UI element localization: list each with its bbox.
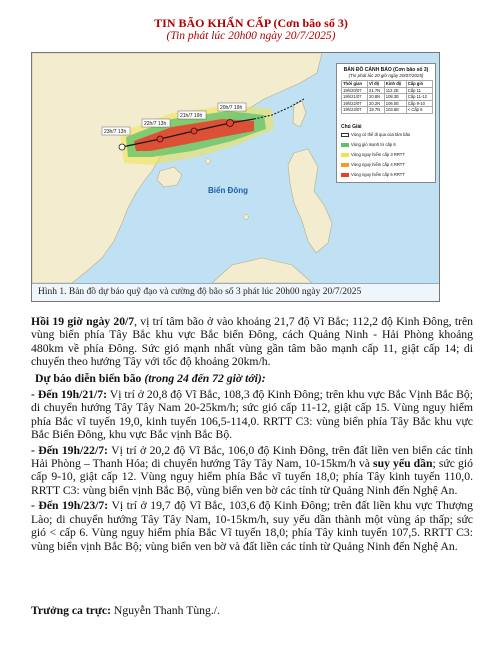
- legend-header-cell: Cấp gió: [406, 81, 432, 88]
- legend-key-item: [341, 172, 405, 177]
- storm-label-2: [142, 119, 170, 127]
- legend-cell: Cấp 9-10: [406, 100, 432, 107]
- legend-swatch: [341, 153, 349, 157]
- legend-key-label: Vùng gió mạnh từ cấp 6: [351, 142, 396, 147]
- legend-key-title: Chú Giải: [341, 124, 362, 130]
- page-title: TIN BÃO KHẨN CẤP (Cơn bão số 3): [154, 16, 348, 30]
- spratly-islands: [244, 215, 249, 220]
- bulletin-body: [31, 315, 473, 555]
- storm-point-2-label: 22h/7 13h: [144, 121, 167, 127]
- storm-label-4: [218, 103, 246, 111]
- forecast-time-1: - Đến 19h/21/7:: [31, 388, 108, 402]
- signoff-name: Nguyễn Thanh Tùng./.: [111, 604, 220, 617]
- forecast-item-3: [31, 499, 473, 553]
- forecast-heading-main: Dự báo diễn biến bão: [35, 371, 142, 385]
- legend-header-cell: Kinh độ: [384, 81, 406, 88]
- legend-key-item: [341, 152, 405, 157]
- forecast-time-2: - Đến 19h/22/7:: [31, 443, 108, 457]
- legend-cell: Cấp 11-12: [406, 94, 432, 101]
- legend-title: BẢN ĐỒ CẢNH BÁO (Cơn bão số 3): [343, 67, 429, 73]
- legend-table-row: [342, 100, 433, 107]
- legend-cell: 19h/21/07: [342, 94, 368, 101]
- legend-cell: 20.2N: [368, 100, 385, 107]
- legend-cell: < Cấp 6: [406, 107, 432, 114]
- legend-header-cell: Vĩ độ: [368, 81, 385, 88]
- legend-cell: 19h/22/07: [342, 100, 368, 107]
- legend-cell: 103.6E: [384, 107, 406, 114]
- legend-key-label: Vùng nguy hiểm cấp 3 RRTT: [351, 152, 405, 157]
- current-status-paragraph: [31, 315, 473, 369]
- legend-cell: 112.2E: [384, 87, 406, 94]
- forecast-text-1: Vị trí ở 20,8 độ Vĩ Bắc, 108,3 độ Kinh Đông; trên khu vực Bắc Vịnh Bắc Bộ; di chuyển hướng Tây Tây Nam 20-25km/h; sức gió cấp 11-12, giật cấp 15. Vùng nguy hiểm phía Bắc vĩ tuyến 19,0, kinh tuyến 106,5-114,0. RRTT C3: vùng biển phía Tây Bắc khu vực Bắc Biển Đông, khu vực Bắc vịnh Bắc Bộ.: [31, 388, 474, 442]
- legend-key-label: Vùng nguy hiểm cấp 5 RRTT: [351, 172, 405, 177]
- legend-key-item: [341, 162, 405, 167]
- legend-table: [341, 80, 433, 114]
- legend-table-row: [342, 87, 433, 94]
- map-legend: [336, 63, 436, 183]
- legend-table-row: [342, 107, 433, 114]
- legend-header-cell: Thời gian: [342, 81, 368, 88]
- forecast-weakening: suy yếu dần: [373, 457, 433, 471]
- legend-subtitle: (Tin phát lúc 20 giờ ngày 20/07/2025): [348, 73, 424, 78]
- forecast-item-1: [31, 388, 473, 442]
- map-caption-bar: [32, 283, 439, 301]
- legend-swatch: [341, 143, 349, 147]
- storm-label-3: [178, 111, 206, 119]
- legend-key-label: Vùng có thể đi qua của tâm bão: [351, 132, 411, 137]
- forecast-text-2b: ; sức gió cấp 9-10, giật cấp 12. Vùng nguy hiểm phía Bắc vĩ tuyến 18,0; phía Tây kinh tuyến 110,0. RRTT C3: vùng biển vịnh Bắc Bộ, vùng biển ven bờ các tỉnh từ Quảng Ninh đến Nghệ An.: [31, 457, 473, 497]
- legend-swatch: [341, 173, 349, 177]
- storm-track-map: [31, 52, 440, 302]
- legend-cell: 21.7N: [368, 87, 385, 94]
- legend-swatch: [341, 163, 349, 167]
- storm-point-4-marker: [227, 120, 234, 127]
- forecast-time-3: - Đến 19h/23/7:: [31, 499, 109, 513]
- legend-table-header: [342, 81, 433, 88]
- legend-swatch: [341, 133, 349, 137]
- storm-point-1-label: 23h/7 13h: [104, 129, 127, 135]
- forecast-item-2: [31, 444, 473, 498]
- storm-label-1: [102, 127, 130, 135]
- page-subtitle: (Tin phát lúc 20h00 ngày 20/7/2025): [166, 30, 336, 42]
- legend-cell: Cấp 11: [406, 87, 432, 94]
- legend-cell: 20.8N: [368, 94, 385, 101]
- forecast-heading: [31, 372, 473, 385]
- storm-point-2-marker: [157, 136, 163, 142]
- storm-point-4-label: 20h/7 19h: [220, 105, 243, 111]
- paracel-islands: [206, 159, 211, 164]
- legend-cell: 19h/23/07: [342, 107, 368, 114]
- forecast-text-3: Vị trí ở 19,7 độ Vĩ Bắc, 103,6 độ Kinh Đông; trên đất liền khu vực Thượng Lào; di chuyển hướng Tây Tây Nam, 10-15km/h, suy yếu dần thành một vùng áp thấp; sức gió < cấp 6. Vùng nguy hiểm phía Bắc Vĩ tuyến 18,0; phía Tây kinh tuyến 107,5. RRTT C3: vùng biển vịnh Bắc Bộ; vùng biển ven bờ và đất liền các tỉnh từ Quảng Ninh đến Nghệ An.: [31, 499, 473, 553]
- legend-cell: 19.7N: [368, 107, 385, 114]
- legend-key-label: Vùng nguy hiểm cấp 4 RRTT: [351, 162, 405, 167]
- forecast-text-2a: Vị trí ở 20,2 độ Vĩ Bắc, 106,0 độ Kinh Đông, trên đất liền ven biển các tỉnh Hải Phòng – Thanh Hóa; di chuyển hướng Tây Tây Nam, 10-15km/h và: [31, 443, 474, 471]
- storm-point-3-label: 21h/7 19h: [180, 113, 203, 119]
- signoff-label: Trưởng ca trực:: [31, 604, 111, 617]
- legend-cell: 108.3E: [384, 94, 406, 101]
- legend-key-item: [341, 132, 410, 137]
- storm-point-3-marker: [191, 128, 197, 134]
- current-status-time: Hồi 19 giờ ngày 20/7: [31, 315, 135, 328]
- signoff: [31, 604, 220, 617]
- map-caption: Hình 1. Bản đồ dự báo quỹ đạo và cường độ bão số 3 phát lúc 20h00 ngày 20/7/2025: [38, 287, 362, 297]
- legend-table-row: [342, 94, 433, 101]
- forecast-heading-range: (trong 24 đến 72 giờ tới):: [141, 371, 266, 385]
- legend-cell: 106.0E: [384, 100, 406, 107]
- legend-cell: 19h/20/07: [342, 87, 368, 94]
- legend-key-item: [341, 142, 396, 147]
- current-status-text: , vị trí tâm bão ở vào khoảng 21,7 độ Vĩ Bắc; 112,2 độ Kinh Đông, trên vùng biển phía Tây Bắc khu vực Bắc biển Đông, cách Quảng Ninh - Hải Phòng khoảng 480km về phía Đông. Sức gió mạnh nhất vùng gần tâm bão mạnh cấp 11, giật cấp 14; di chuyển theo hướng Tây với tốc độ khoảng 20km/h.: [31, 315, 473, 369]
- sea-label: Biển Đông: [208, 186, 248, 195]
- storm-point-1-marker: [119, 144, 125, 150]
